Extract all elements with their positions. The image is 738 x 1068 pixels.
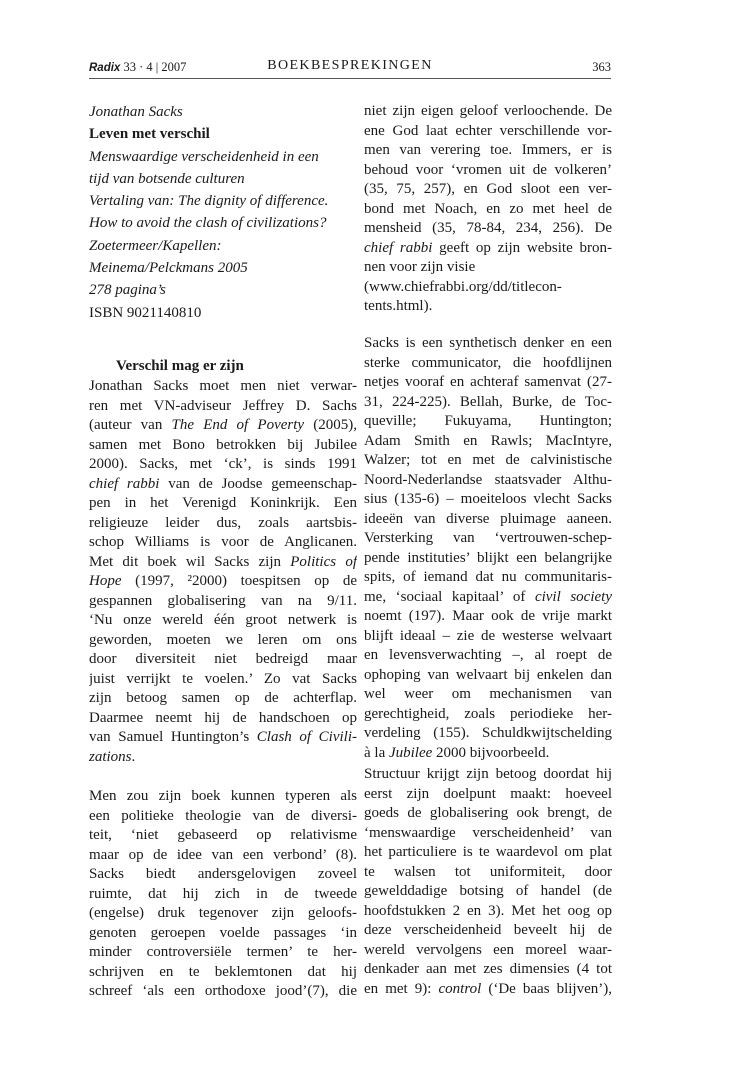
text-line [364, 941, 612, 961]
text-run: wereld vervolgens een moreel waar- [364, 941, 612, 958]
text-line [364, 258, 612, 278]
text-run: ren met VN-adviseur Jeffrey D. Sachs [89, 397, 357, 414]
text-line [364, 921, 612, 941]
text-run: hoofdstukken 2 en 3). Met het oog op [364, 902, 612, 919]
text-line [89, 611, 357, 631]
text-line [364, 122, 612, 142]
book-info-line: How to avoid the clash of civilizations? [89, 215, 327, 232]
text-line [364, 705, 612, 725]
paragraph [89, 377, 357, 767]
text-run: (35, 75, 257), en God sloot een ver- [364, 181, 612, 197]
text-line [89, 572, 357, 592]
text-run: deze verscheidenheid beveelt hij de [364, 922, 612, 938]
text-line [364, 451, 612, 471]
book-info-line: Leven met verschil [89, 126, 210, 143]
text-line [89, 553, 357, 573]
paragraph [364, 765, 612, 999]
italic-text-run: Clash of Civili- [256, 729, 357, 745]
magazine-name: Radix [89, 62, 121, 74]
text-run: goeds de globalisering ook brengt, de [364, 805, 612, 821]
text-run: Walzer; tot en met de calvinistische [364, 452, 612, 468]
text-run: zijn betoog samen op de achterflap. [89, 690, 357, 706]
text-line [89, 377, 357, 397]
text-run: pende instituties’ blijkt een belangrijke [364, 549, 612, 566]
paragraph [364, 334, 612, 763]
text-line [364, 161, 612, 181]
text-line [364, 529, 612, 549]
text-run: behoud voor ‘vromen uit de volkeren’ [364, 161, 612, 178]
text-run: (2005), [304, 417, 357, 433]
book-info [89, 101, 359, 324]
text-run: geworden, moeten we leren om ons [89, 631, 357, 648]
book-info-line: 278 pagina’s [89, 282, 166, 299]
text-line [364, 432, 612, 452]
text-line [89, 982, 357, 1002]
text-line [89, 807, 357, 827]
text-run: maar op de idee van een verbond’ (8). [89, 846, 357, 863]
text-run: ene God laat echter verschillende vor- [364, 122, 612, 139]
italic-text-run: Jubilee [388, 744, 433, 761]
book-info-line: tijd van botsende culturen [89, 170, 245, 187]
text-run: het particuliere is te waardevol om plat [364, 844, 612, 860]
text-run: niet zijn eigen geloof verloochende. De [364, 103, 612, 119]
text-line [89, 963, 357, 983]
text-line [364, 765, 612, 785]
section-title: BOEKBESPREKINGEN [267, 58, 433, 73]
book-info-line: Jonathan Sacks [89, 104, 183, 120]
text-run: Met dit boek wil Sacks zijn [89, 553, 291, 570]
text-line [89, 728, 357, 748]
text-line [89, 631, 357, 651]
text-line [364, 490, 612, 510]
text-run: Adam Smith en Rawls; MacIntyre, [364, 432, 612, 449]
text-run: tents.html). [364, 298, 433, 314]
section-heading: Verschil mag er zijn [116, 358, 244, 374]
text-run: eerst zijn doelpunt maakt: hoeveel [364, 785, 612, 802]
text-line [364, 863, 612, 883]
text-line [89, 514, 357, 534]
text-run: van de Joodse gemeenschap- [159, 475, 357, 492]
text-line [364, 393, 612, 413]
text-run: Men zou zijn boek kunnen typeren als [89, 788, 357, 804]
text-run: ‘menswaardige verscheidenheid’ van [364, 824, 612, 841]
text-line [364, 200, 612, 220]
text-run: blijft ideaal – zie de westerse welvaart [364, 627, 612, 644]
text-run: (1997, ²2000) toespitsen op de [121, 573, 357, 589]
text-line [89, 650, 357, 670]
text-run: (‘De baas blijven’), [481, 980, 612, 997]
italic-text-run: control [438, 980, 482, 997]
text-line [364, 373, 612, 393]
text-line [364, 785, 612, 805]
text-run: te walsen tot uniformiteit, door [364, 863, 612, 880]
text-run: denkader aan met zes dimensies (4 tot [364, 961, 612, 977]
text-run: spits, of iemand dat nu communitaris- [364, 569, 612, 585]
text-run: een politieke theologie van de diversi- [89, 807, 357, 824]
text-line [89, 904, 357, 924]
italic-text-run: chief rabbi [89, 475, 160, 492]
text-line [89, 846, 357, 866]
text-run: pen in het Verenigd Koninkrijk. Een [89, 495, 357, 511]
text-line [364, 980, 612, 1000]
text-run: mensheid (35, 78-84, 234, 256). De [364, 220, 612, 236]
text-line [364, 804, 612, 824]
text-line [364, 666, 612, 686]
paragraph [364, 102, 612, 317]
text-run: Sacks biedt andersgelovigen zoveel [89, 866, 357, 882]
text-line [89, 416, 357, 436]
text-run: men van verering toe. Immers, er is [364, 142, 612, 158]
text-line [364, 549, 612, 569]
text-line [364, 297, 612, 317]
text-run: noemt (197). Maar ook de vrije markt [364, 608, 612, 624]
text-line [89, 455, 357, 475]
text-run: Noord-Nederlandse staatsvader Althu- [364, 471, 612, 488]
text-line [364, 724, 612, 744]
text-run: religieuze leider dus, zoals aartsbis- [89, 514, 357, 531]
text-run: sterke communicator, die hoofdlijnen [364, 354, 612, 371]
text-line [364, 882, 612, 902]
text-run: gespannen globalisering van na 9/11. [89, 592, 357, 609]
text-run: wel weer om mechanismen van [364, 686, 612, 702]
book-info-line: Zoetermeer/Kapellen: [89, 237, 222, 254]
text-run: geeft op zijn website bron- [432, 239, 612, 256]
text-line [364, 744, 612, 764]
text-run: minder controversiële termen’ te her- [89, 944, 357, 960]
text-line [364, 588, 612, 608]
text-run: schrijven en te beklemtonen dat hij [89, 963, 357, 980]
text-line [364, 180, 612, 200]
running-header [89, 58, 611, 79]
text-run: à la [364, 744, 389, 761]
text-run: 31, 224-225). Bellah, Burke, de Toc- [364, 393, 612, 410]
text-run: 2000 bijvoorbeeld. [432, 744, 550, 761]
issue-number: 33 · 4 | 2007 [123, 60, 187, 74]
text-line [364, 685, 612, 705]
book-info-line: Menswaardige verscheidenheid in een [89, 148, 319, 165]
text-run: van Samuel Huntington’s [89, 729, 257, 745]
text-run: queville; Fukuyama, Huntington; [364, 413, 612, 429]
paragraph [89, 787, 357, 1002]
book-info-line: Vertaling van: The dignity of difference. [89, 193, 329, 210]
text-line [364, 824, 612, 844]
text-run: en met 9): [364, 980, 439, 997]
text-line [89, 494, 357, 514]
text-run: schreef ‘als een orthodoxe jood’(7), die [89, 983, 357, 999]
page-number: 363 [592, 60, 611, 74]
text-line [364, 471, 612, 491]
text-run: Structuur krijgt zijn betoog doordat hij [364, 766, 612, 782]
text-line [89, 475, 357, 495]
text-line [364, 627, 612, 647]
text-line [364, 510, 612, 530]
text-line [364, 354, 612, 374]
text-line [364, 239, 612, 259]
text-line [89, 787, 357, 807]
text-run: sius (135-6) – moeiteloos vlecht Sacks [364, 491, 612, 507]
text-run: gerechtigheid, zoals periodieke her- [364, 705, 612, 722]
italic-text-run: civil society [534, 588, 612, 605]
text-run: ruimte, dat hij zich in de tweede [89, 885, 357, 902]
text-line [364, 843, 612, 863]
text-run: me, ‘sociaal kapitaal’ of [364, 588, 535, 605]
italic-text-run: The End of Poverty [171, 417, 305, 433]
italic-text-run: chief rabbi [364, 239, 433, 256]
text-run: Daarmee neemt hij de handschoen op [89, 709, 357, 726]
text-line [89, 670, 357, 690]
text-line [89, 924, 357, 944]
text-line [89, 748, 357, 768]
text-line [364, 102, 612, 122]
text-line [89, 592, 357, 612]
italic-text-run: Politics of [290, 553, 357, 570]
text-line [89, 533, 357, 553]
text-run: juist verrijkt te voelen.’ Zo vat Sacks [89, 670, 357, 687]
text-run: Versterking van ‘vertrouwen-schep- [364, 530, 612, 546]
text-run: (engelse) druk tegenover zijn geloofs- [89, 905, 357, 921]
text-run: en levensverwachting –, al roept de [364, 647, 612, 663]
text-line [364, 412, 612, 432]
text-line [364, 278, 612, 298]
italic-text-run: Hope [89, 573, 122, 589]
text-run: (auteur van [89, 417, 172, 433]
text-line [364, 568, 612, 588]
text-run: door diversiteit niet bedreigd maar [89, 651, 357, 667]
text-line [364, 607, 612, 627]
text-run: ideeën van diverse pluimage aaneen. [364, 510, 612, 527]
text-line [89, 943, 357, 963]
text-line [89, 885, 357, 905]
text-run: netjes vooraf en achteraf samenvat (27- [364, 374, 612, 390]
text-line [364, 646, 612, 666]
text-line [89, 826, 357, 846]
text-line [364, 334, 612, 354]
text-run: Jonathan Sacks moet men niet verwar- [89, 378, 357, 394]
text-run: Sacks is een synthetisch denker en een [364, 335, 612, 351]
text-line [364, 219, 612, 239]
italic-text-run: zations [89, 748, 132, 765]
text-run: teit, ‘niet gebaseerd op relativisme [89, 827, 357, 843]
text-run: verdeling (155). Schuldkwijtschelding [364, 725, 612, 741]
book-info-line: ISBN 9021140810 [89, 304, 202, 321]
text-line [89, 709, 357, 729]
text-line [89, 689, 357, 709]
text-line [89, 397, 357, 417]
text-run: (www.chiefrabbi.org/dd/titlecon- [364, 278, 562, 295]
text-run: schop Williams is voor de Anglicanen. [89, 534, 357, 550]
text-line [364, 141, 612, 161]
text-line [364, 902, 612, 922]
book-info-line: Meinema/Pelckmans 2005 [89, 260, 248, 277]
text-line [364, 960, 612, 980]
text-run: ophoping van welvaart bij enkelen dan [364, 666, 612, 683]
text-line [89, 436, 357, 456]
text-run: genoten geroepen voelde passages ‘in [89, 924, 357, 941]
text-run: ‘Nu onze wereld één groot netwerk is [89, 612, 357, 628]
text-line [89, 865, 357, 885]
text-run: bond met Noach, en zo met heel de [364, 200, 612, 217]
text-run: nen voor zijn visie [364, 259, 476, 275]
text-run: 2000). Sacks, met ‘ck’, is sinds 1991 [89, 456, 357, 472]
text-run: samen met Bono betrokken bij Jubilee [89, 436, 357, 453]
text-run: . [131, 748, 136, 765]
text-run: gewelddadige botsing of handel (de [364, 883, 612, 899]
